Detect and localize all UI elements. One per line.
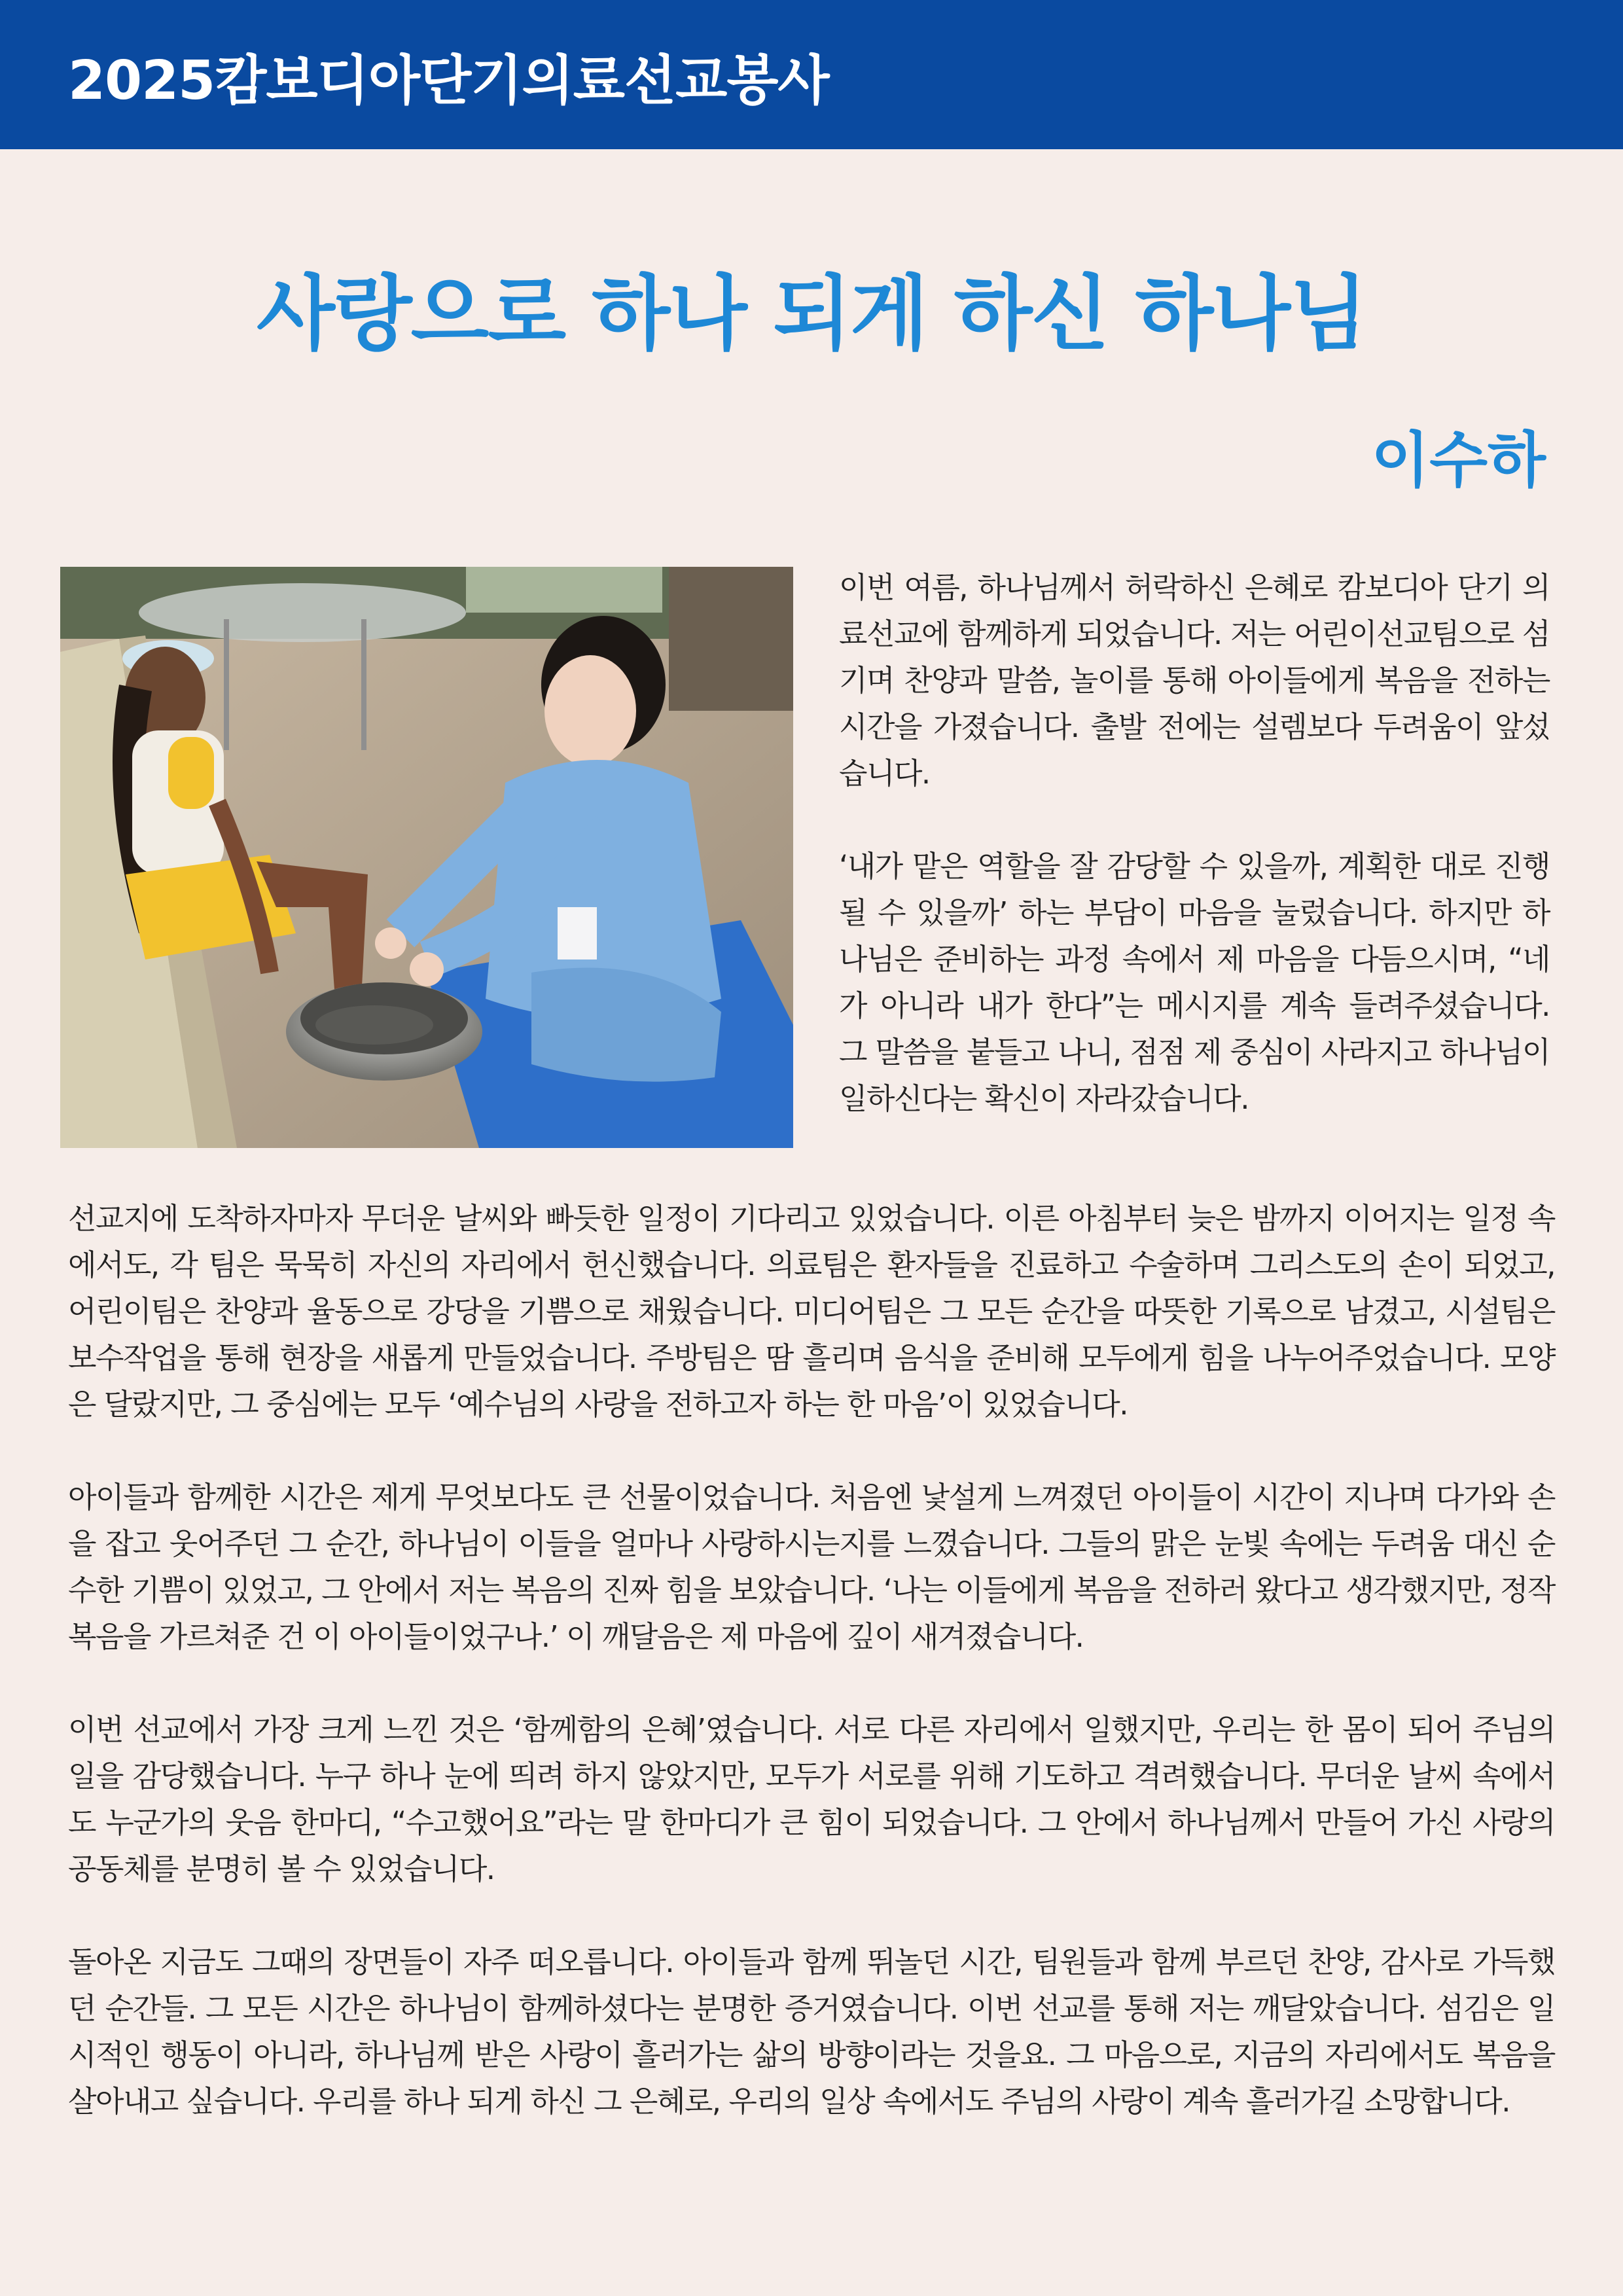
paragraph-3: 선교지에 도착하자마자 무더운 날씨와 빠듯한 일정이 기다리고 있었습니다. 이른 아침부터 늦은 밤까지 이어지는 일정 속에서도, 각 팀은 묵묵히 자신의 자리에서 헌신했습니다. 의료팀은 환자들을 진료하고 수술하며 그리스도의 손이 되었고, 어린이팀은 찬양과 율동으로 강당을 기쁨으로 채웠습니다. 미디어팀은 그 모든 순간을 따뜻한 기록으로 남겼고, 시설팀은 보수작업을 통해 현장을 새롭게 만들었습니다. 주방팀은 땀 흘리며 음식을 준비해 모두에게 힘을 나누어주었습니다. 모양은 달랐지만, 그 중심에는 모두 ‘예수님의 사랑을 전하고자 하는 한 마음’이 있었습니다. xyxy=(68,1201,1555,1422)
header-title: 2025캄보디아단기의료선교봉사 xyxy=(68,50,829,112)
header-bar xyxy=(0,0,1623,149)
photo-illustration xyxy=(60,567,793,1148)
intro-column xyxy=(839,564,1550,1122)
article-title: 사랑으로 하나 되게 하신 하나님 xyxy=(257,267,1366,361)
article-photo xyxy=(60,567,793,1148)
article-body xyxy=(68,1195,1555,2125)
paragraph-6: 돌아온 지금도 그때의 장면들이 자주 떠오릅니다. 아이들과 함께 뛰놀던 시간, 팀원들과 함께 부르던 찬양, 감사로 가득했던 순간들. 그 모든 시간은 하나님이 함께하셨다는 분명한 증거였습니다. 이번 선교를 통해 저는 깨달았습니다. 섬김은 일시적인 행동이 아니라, 하나님께 받은 사랑이 흘러가는 삶의 방향이라는 것을요. 그 마음으로, 지금의 자리에서도 복음을 살아내고 싶습니다. 우리를 하나 되게 하신 그 은혜로, 우리의 일상 속에서도 주님의 사랑이 계속 흘러가길 소망합니다. xyxy=(68,1945,1555,2119)
article-author: 이수하 xyxy=(1371,425,1546,495)
paragraph-5: 이번 선교에서 가장 크게 느낀 것은 ‘함께함의 은혜’였습니다. 서로 다른 자리에서 일했지만, 우리는 한 몸이 되어 주님의 일을 감당했습니다. 누구 하나 눈에 띄려 하지 않았지만, 모두가 서로를 위해 기도하고 격려했습니다. 무더운 날씨 속에서도 누군가의 웃음 한마디, “수고했어요”라는 말 한마디가 큰 힘이 되었습니다. 그 안에서 하나님께서 만들어 가신 사랑의 공동체를 분명히 볼 수 있었습니다. xyxy=(68,1712,1555,1886)
paragraph-4: 아이들과 함께한 시간은 제게 무엇보다도 큰 선물이었습니다. 처음엔 낯설게 느껴졌던 아이들이 시간이 지나며 다가와 손을 잡고 웃어주던 그 순간, 하나님이 이들을 얼마나 사랑하시는지를 느꼈습니다. 그들의 맑은 눈빛 속에는 두려움 대신 순수한 기쁨이 있었고, 그 안에서 저는 복음의 진짜 힘을 보았습니다. ‘나는 이들에게 복음을 전하러 왔다고 생각했지만, 정작 복음을 가르쳐준 건 이 아이들이었구나.’ 이 깨달음은 제 마음에 깊이 새겨졌습니다. xyxy=(68,1480,1555,1654)
paragraph-1: 이번 여름, 하나님께서 허락하신 은혜로 캄보디아 단기 의료선교에 함께하게 되었습니다. 저는 어린이선교팀으로 섬기며 찬양과 말씀, 놀이를 통해 아이들에게 복음을 전하는 시간을 가졌습니다. 출발 전에는 설렘보다 두려움이 앞섰습니다. xyxy=(839,570,1550,791)
paragraph-2: ‘내가 맡은 역할을 잘 감당할 수 있을까, 계획한 대로 진행될 수 있을까’ 하는 부담이 마음을 눌렀습니다. 하지만 하나님은 준비하는 과정 속에서 제 마음을 다듬으시며, “네가 아니라 내가 한다”는 메시지를 계속 들려주셨습니다. 그 말씀을 붙들고 나니, 점점 제 중심이 사라지고 하나님이 일하신다는 확신이 자라갔습니다. xyxy=(839,849,1550,1116)
